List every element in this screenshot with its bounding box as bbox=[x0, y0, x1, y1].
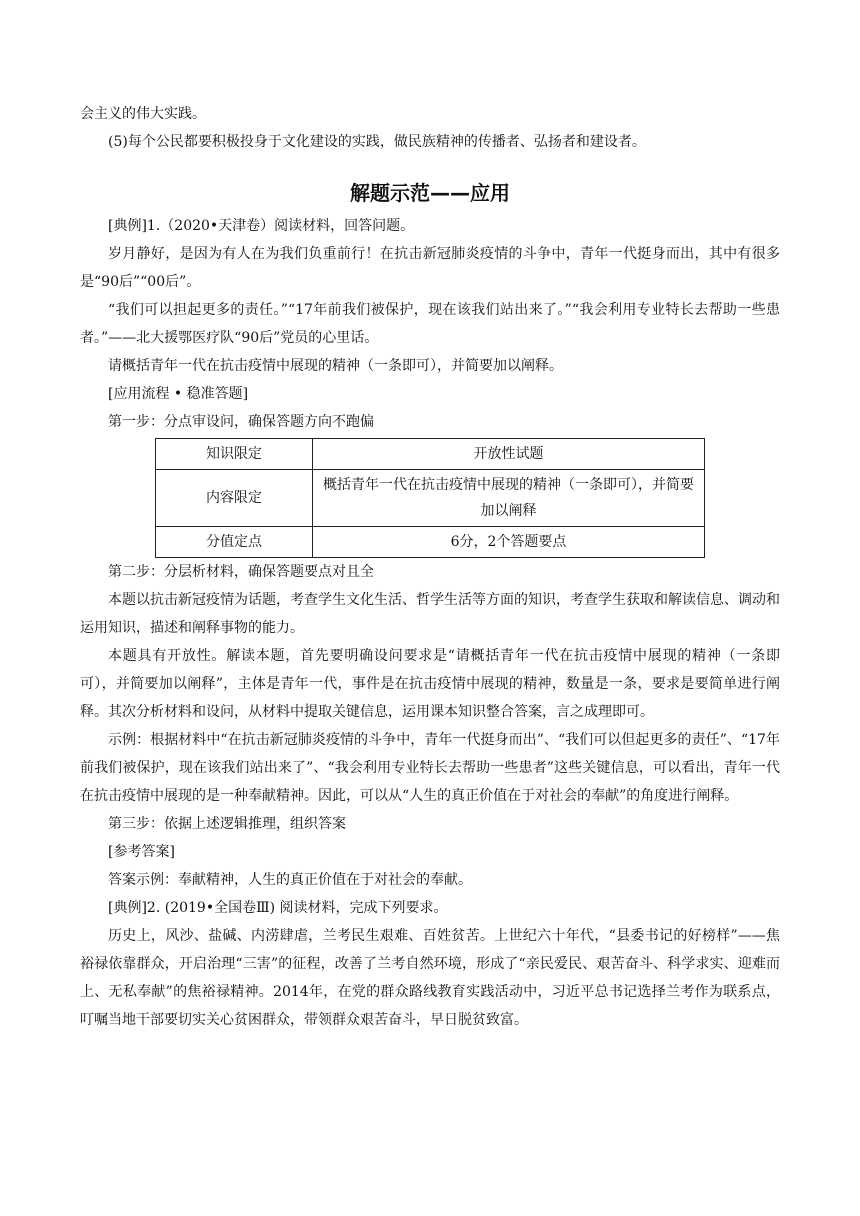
table-cell: 分值定点 bbox=[156, 527, 313, 558]
table-cell: 内容限定 bbox=[156, 470, 313, 527]
document-body bbox=[80, 100, 780, 1034]
process-heading: [应用流程 • 稳准答题] bbox=[108, 386, 249, 402]
table-cell: 开放性试题 bbox=[313, 439, 705, 470]
example1-material-2: “我们可以担起更多的责任。”“17年前我们被保护，现在该我们站出来了。”“我会利用专业特长去帮助一些患者。”——北大援鄂医疗队“90后”党员的心里话。 bbox=[80, 302, 780, 346]
table-cell: 知识限定 bbox=[156, 439, 313, 470]
table-row bbox=[156, 470, 705, 527]
section-title: 解题示范——应用 bbox=[350, 181, 510, 205]
table-cell: 概括青年一代在抗击疫情中展现的精神（一条即可），并简要加以阐释 bbox=[313, 470, 705, 527]
continued-line: 会主义的伟大实践。 bbox=[80, 106, 206, 122]
point-5: (5)每个公民都要积极投身于文化建设的实践，做民族精神的传播者、弘扬者和建设者。 bbox=[108, 134, 646, 150]
table-row bbox=[156, 527, 705, 558]
table-row bbox=[156, 439, 705, 470]
question-spec-table bbox=[155, 438, 705, 558]
analysis-2: 本题具有开放性。解读本题，首先要明确设问要求是“请概括青年一代在抗击疫情中展现的精神（一条即可），并简要加以阐释”，主体是青年一代，事件是在抗击疫情中展现的精神，数量是一条，要求是要简单进行阐释。其次分析材料和设问，从材料中提取关键信息，运用课本知识整合答案，言之成理即可。 bbox=[80, 648, 780, 720]
example1-material-1: 岁月静好，是因为有人在为我们负重前行！在抗击新冠肺炎疫情的斗争中，青年一代挺身而出，其中有很多是“90后”“00后”。 bbox=[80, 246, 780, 290]
table-cell: 6分，2个答题要点 bbox=[313, 527, 705, 558]
analysis-3: 示例：根据材料中“在抗击新冠肺炎疫情的斗争中，青年一代挺身而出”、“我们可以但起更多的责任”、“17年前我们被保护，现在该我们站出来了”、“我会利用专业特长去帮助一些患者”这些关键信息，可以看出，青年一代在抗击疫情中展现的是一种奉献精神。因此，可以从“人生的真正价值在于对社会的奉献”的角度进行阐释。 bbox=[80, 732, 780, 804]
example2-heading: [典例]2. (2019•全国卷Ⅲ) 阅读材料，完成下列要求。 bbox=[108, 900, 448, 916]
example2-material-1: 历史上，风沙、盐碱、内涝肆虐，兰考民生艰难、百姓贫苦。上世纪六十年代，“县委书记的好榜样”——焦裕禄依靠群众，开启治理“三害”的征程，改善了兰考自然环境，形成了“亲民爱民、艰苦奋斗、科学求实、迎难而上、无私奉献”的焦裕禄精神。2014年，在党的群众路线教育实践活动中，习近平总书记选择兰考作为联系点，叮嘱当地干部要切实关心贫困群众，带领群众艰苦奋斗，早日脱贫致富。 bbox=[80, 928, 780, 1028]
reference-answer: 答案示例：奉献精神，人生的真正价值在于对社会的奉献。 bbox=[108, 872, 472, 888]
step-2: 第二步：分层析材料，确保答题要点对且全 bbox=[108, 564, 374, 580]
example1-question: 请概括青年一代在抗击疫情中展现的精神（一条即可），并简要加以阐释。 bbox=[108, 358, 563, 374]
reference-answer-heading: [参考答案] bbox=[108, 844, 175, 860]
analysis-1: 本题以抗击新冠疫情为话题，考查学生文化生活、哲学生活等方面的知识，考查学生获取和解读信息、调动和运用知识，描述和阐释事物的能力。 bbox=[80, 592, 780, 636]
step-1: 第一步：分点审设问，确保答题方向不跑偏 bbox=[108, 414, 374, 430]
step-3: 第三步：依据上述逻辑推理，组织答案 bbox=[108, 816, 346, 832]
example1-heading: [典例]1.（2020•天津卷）阅读材料，回答问题。 bbox=[108, 218, 415, 234]
